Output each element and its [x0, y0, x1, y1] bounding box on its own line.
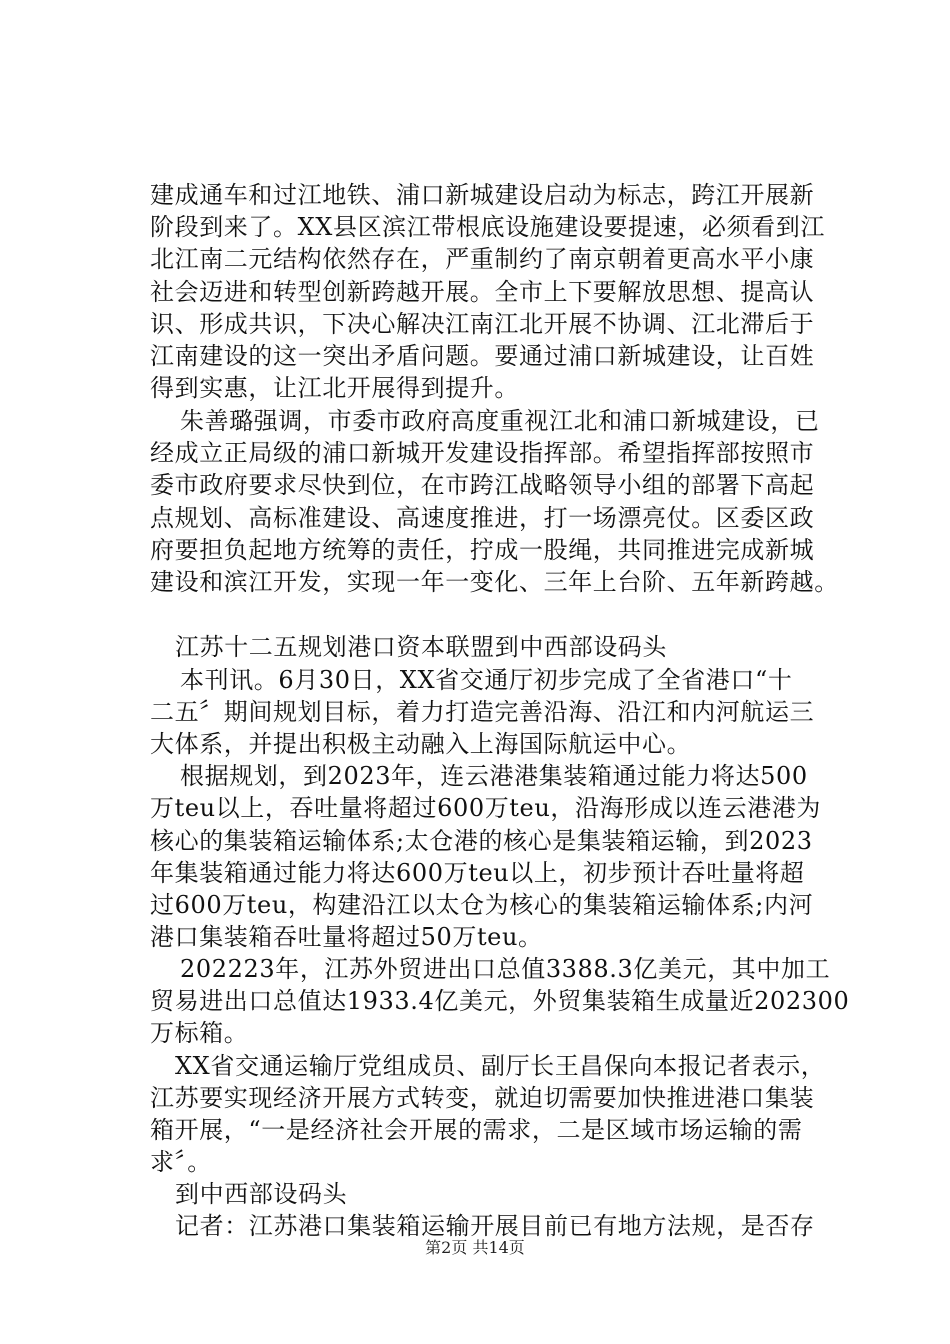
body-text-line: 社会迈进和转型创新跨越开展。全市上下要解放思想、提高认: [150, 278, 815, 306]
body-text-line: 求〞。: [150, 1148, 212, 1176]
body-text-line: 江南建设的这一突出矛盾问题。要通过浦口新城建设，让百姓: [150, 342, 815, 370]
body-text-line: 二五〞期间规划目标，着力打造完善沿海、沿江和内河航运三: [150, 698, 815, 726]
body-text-line: 大体系，并提出积极主动融入上海国际航运中心。: [150, 730, 692, 758]
body-text-line: 核心的集装箱运输体系;太仓港的核心是集装箱运输，到2023: [150, 827, 813, 855]
body-text-line: 识、形成共识，下决心解决江南江北开展不协调、江北滞后于: [150, 310, 815, 338]
body-text-line: 贸易进出口总值达1933.4亿美元，外贸集装箱生成量近202300: [150, 987, 850, 1015]
body-text-line: 港口集装箱吞吐量将超过50万teu。: [150, 923, 543, 951]
body-text-line: 委市政府要求尽快到位，在市跨江战略领导小组的部署下高起: [150, 471, 815, 499]
body-text-line: 建成通车和过江地铁、浦口新城建设启动为标志，跨江开展新: [150, 181, 815, 209]
paragraph-start-line: XX省交通运输厅党组成员、副厅长王昌保向本报记者表示，: [175, 1052, 826, 1080]
body-text-line: 万teu以上，吞吐量将超过600万teu，沿海形成以连云港港为: [150, 794, 822, 822]
body-text-line: 建设和滨江开发，实现一年一变化、三年上台阶、五年新跨越。: [150, 568, 839, 596]
paragraph-start-line: 202223年，江苏外贸进出口总值3388.3亿美元，其中加工: [180, 955, 831, 983]
subheading: 到中西部设码头: [175, 1180, 348, 1208]
body-text-line: 江苏要实现经济开展方式转变，就迫切需要加快推进港口集装: [150, 1084, 815, 1112]
body-text-line: 点规划、高标准建设、高速度推进，打一场漂亮仗。区委区政: [150, 504, 815, 532]
page-number-footer: 第2页 共14页: [425, 1238, 525, 1257]
paragraph-start-line: 记者：江苏港口集装箱运输开展目前已有地方法规，是否存: [175, 1212, 815, 1240]
body-text-line: 箱开展，“一是经济社会开展的需求，二是区域市场运输的需: [150, 1116, 803, 1144]
body-text-line: 得到实惠，让江北开展得到提升。: [150, 374, 519, 402]
body-text-line: 经成立正局级的浦口新城开发建设指挥部。希望指挥部按照市: [150, 439, 815, 467]
body-text-line: 北江南二元结构依然存在，严重制约了南京朝着更高水平小康: [150, 245, 815, 273]
body-text-line: 万标箱。: [150, 1019, 249, 1047]
body-text-line: 阶段到来了。XX县区滨江带根底设施建设要提速，必须看到江: [150, 213, 825, 241]
paragraph-start-line: 朱善璐强调，市委市政府高度重视江北和浦口新城建设，已: [180, 407, 820, 435]
body-text-line: 府要担负起地方统筹的责任，拧成一股绳，共同推进完成新城: [150, 536, 815, 564]
article-heading: 江苏十二五规划港口资本联盟到中西部设码头: [175, 633, 667, 661]
paragraph-start-line: 根据规划，到2023年，连云港港集装箱通过能力将达500: [180, 762, 808, 790]
body-text-line: 过600万teu，构建沿江以太仓为核心的集装箱运输体系;内河: [150, 891, 814, 919]
body-text-line: 年集装箱通过能力将达600万teu以上，初步预计吞吐量将超: [150, 859, 805, 887]
paragraph-start-line: 本刊讯。6月30日，XX省交通厅初步完成了全省港口“十: [180, 666, 793, 694]
